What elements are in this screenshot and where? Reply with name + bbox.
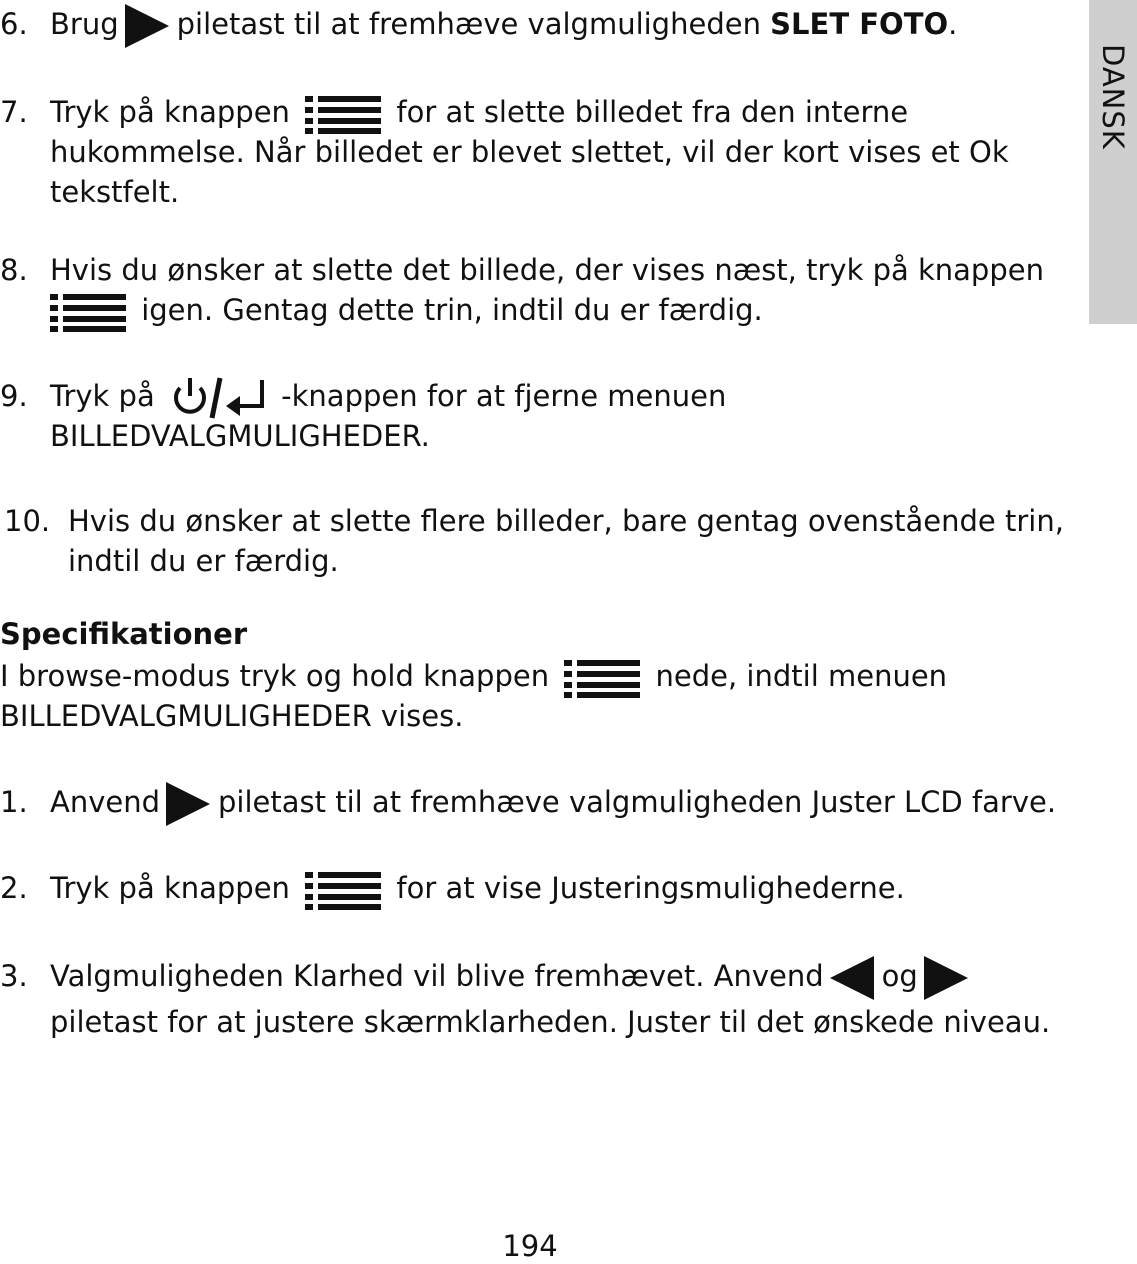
step-9 bbox=[0, 376, 1060, 460]
menu-icon bbox=[50, 292, 126, 332]
spec-step-2-number: 2. bbox=[0, 871, 28, 905]
step-7-text-pre: Tryk på knappen bbox=[50, 95, 290, 129]
spec-step-2-text-pre: Tryk på knappen bbox=[50, 871, 290, 905]
language-tab-label: DANSK bbox=[1096, 44, 1130, 150]
step-8-line-1: Hvis du ønsker at slette det billede, der vises næst, tryk på knappen bbox=[50, 253, 1044, 287]
step-6-option-name: SLET FOTO bbox=[770, 7, 949, 41]
right-arrow-icon bbox=[166, 782, 210, 826]
spec-step-1-text-pre: Anvend bbox=[50, 785, 161, 819]
step-7-number: 7. bbox=[0, 95, 28, 129]
spec-step-3-text-pre: Valgmuligheden Klarhed vil blive fremhævet. Anvend bbox=[50, 959, 824, 993]
spec-step-1-text-post: piletast til at fremhæve valgmuligheden Juster LCD farve. bbox=[218, 785, 1057, 819]
step-8-text-post: igen. Gentag dette trin, indtil du er færdig. bbox=[141, 293, 763, 327]
step-6-text-post: piletast til at fremhæve valgmuligheden bbox=[176, 7, 761, 41]
power-enter-icon bbox=[168, 376, 268, 420]
spec-step-3-text-mid: og bbox=[881, 959, 918, 993]
spec-step-1-number: 1. bbox=[0, 785, 28, 819]
step-9-text-pre: Tryk på bbox=[50, 379, 155, 413]
step-8 bbox=[0, 250, 1060, 334]
right-arrow-icon bbox=[125, 4, 169, 48]
step-6-number: 6. bbox=[0, 7, 28, 41]
spec-step-3-number: 3. bbox=[0, 959, 28, 993]
step-7 bbox=[0, 92, 1060, 216]
step-8-number: 8. bbox=[0, 253, 28, 287]
step-9-line-2: BILLEDVALGMULIGHEDER. bbox=[50, 419, 430, 453]
section-intro-pre: I browse-modus tryk og hold knappen bbox=[0, 659, 550, 693]
left-arrow-icon bbox=[830, 956, 874, 1000]
menu-icon bbox=[305, 94, 381, 134]
step-10-number: 10. bbox=[4, 504, 51, 538]
section-heading: Specifikationer bbox=[0, 617, 248, 651]
step-10 bbox=[0, 501, 1064, 585]
menu-icon bbox=[305, 870, 381, 910]
spec-step-2 bbox=[0, 868, 1060, 912]
section-intro-line-2: BILLEDVALGMULIGHEDER vises. bbox=[0, 699, 464, 733]
step-6 bbox=[0, 4, 1060, 48]
spec-step-2-text-post: for at vise Justeringsmulighederne. bbox=[396, 871, 905, 905]
language-tab bbox=[1089, 0, 1137, 324]
spec-step-1 bbox=[0, 782, 1060, 826]
step-6-text-end: . bbox=[948, 7, 958, 41]
step-7-text-post: for at slette billedet fra den interne bbox=[396, 95, 909, 129]
step-7-line-2: hukommelse. Når billedet er blevet slettet, vil der kort vises et Ok bbox=[50, 135, 1009, 169]
spec-step-3-line-2: piletast for at justere skærmklarheden. Juster til det ønskede niveau. bbox=[50, 1005, 1051, 1039]
menu-icon bbox=[564, 658, 640, 698]
section-intro-post: nede, indtil menuen bbox=[655, 659, 948, 693]
step-10-line-2: indtil du er færdig. bbox=[68, 544, 339, 578]
step-6-text-pre: Brug bbox=[50, 7, 119, 41]
step-9-number: 9. bbox=[0, 379, 28, 413]
step-7-line-3: tekstfelt. bbox=[50, 175, 180, 209]
page-number: 194 bbox=[502, 1229, 558, 1263]
step-10-line-1: Hvis du ønsker at slette flere billeder, bare gentag ovenstående trin, bbox=[68, 504, 1064, 538]
spec-step-3 bbox=[0, 956, 1060, 1046]
step-9-text-post: -knappen for at fjerne menuen bbox=[281, 379, 727, 413]
section-intro bbox=[0, 656, 1060, 740]
right-arrow-icon bbox=[924, 956, 968, 1000]
